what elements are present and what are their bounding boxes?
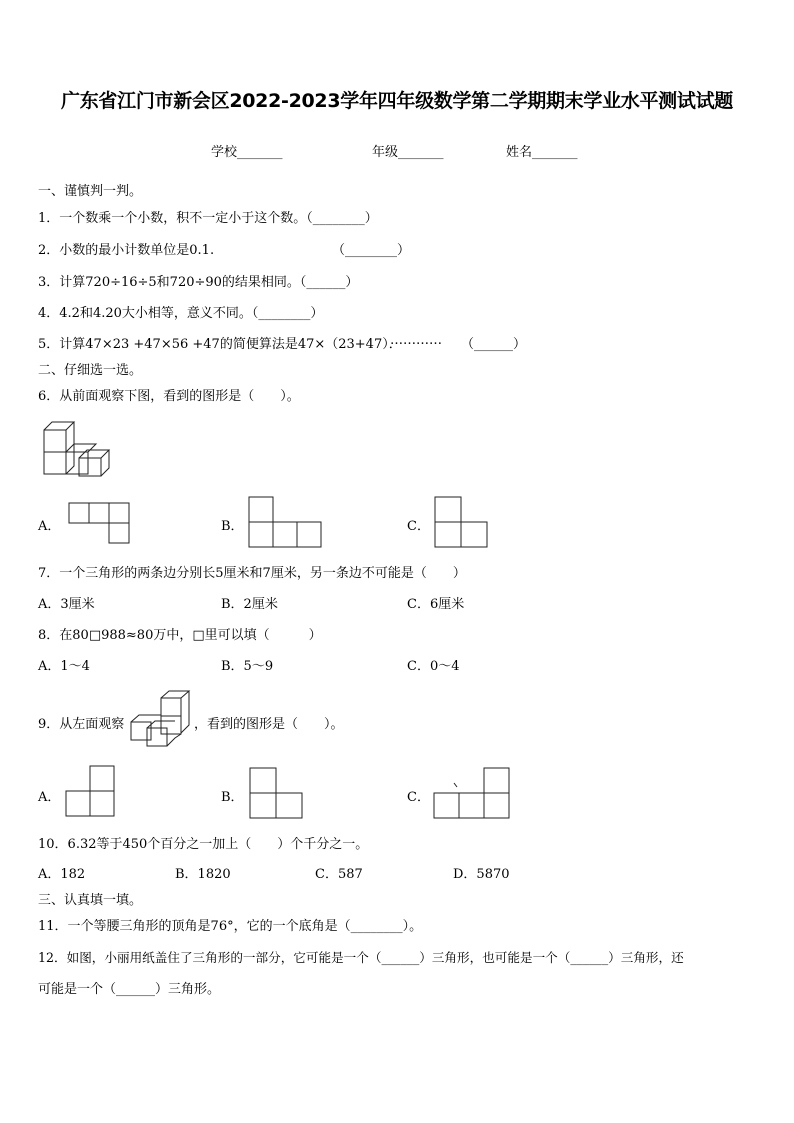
q9-option-a: A． bbox=[38, 790, 61, 805]
q10-option-b: B．1820 bbox=[175, 867, 231, 882]
question-9-cube-figure bbox=[131, 690, 193, 750]
name-field: 姓名_______ bbox=[506, 145, 578, 160]
q6-option-b-figure bbox=[249, 497, 324, 549]
question-12-line-2: 可能是一个（______）三角形。 bbox=[38, 982, 221, 997]
question-6: 6．从前面观察下图，看到的图形是（ ）。 bbox=[38, 389, 300, 404]
q10-option-c: C．587 bbox=[315, 867, 363, 882]
q6-option-a: A． bbox=[38, 519, 61, 534]
q8-option-c: C．0～4 bbox=[407, 659, 460, 674]
q7-option-c: C．6厘米 bbox=[407, 597, 465, 612]
question-12-line-1: 12．如图，小丽用纸盖住了三角形的一部分，它可能是一个（______）三角形，也可能是一个（______）三角形，还 bbox=[38, 950, 684, 965]
question-2: 2．小数的最小计数单位是0.1. bbox=[38, 243, 215, 258]
q7-option-a: A．3厘米 bbox=[38, 597, 95, 612]
q9-option-c-figure bbox=[434, 768, 514, 820]
section-2-heading: 二、仔细选一选。 bbox=[38, 363, 143, 378]
page-title: 广东省江门市新会区2022-2023学年四年级数学第二学期期末学业水平测试试题 bbox=[61, 90, 733, 112]
question-11: 11．一个等腰三角形的顶角是76°，它的一个底角是（________）。 bbox=[38, 919, 423, 934]
q6-option-b: B． bbox=[221, 519, 244, 534]
question-3: 3．计算720÷16÷5和720÷90的结果相同。（______） bbox=[38, 275, 359, 290]
q9-option-a-figure bbox=[66, 766, 118, 818]
question-2-blank: （________） bbox=[332, 243, 411, 258]
question-8: 8．在80□988≈80万中，□里可以填（ ） bbox=[38, 628, 322, 643]
q8-option-a: A．1～4 bbox=[38, 659, 90, 674]
question-7: 7．一个三角形的两条边分别长5厘米和7厘米，另一条边不可能是（ ） bbox=[38, 566, 466, 581]
grade-field: 年级_______ bbox=[372, 145, 444, 160]
q9-option-b: B． bbox=[221, 790, 244, 805]
question-4: 4．4.2和4.20大小相等，意义不同。（________） bbox=[38, 306, 324, 321]
question-5: 5．计算47×23 +47×56 +47的简便算法是47×（23+47）． bbox=[38, 337, 402, 352]
q8-option-b: B．5～9 bbox=[221, 659, 274, 674]
q7-option-b: B．2厘米 bbox=[221, 597, 278, 612]
question-10: 10．6.32等于450个百分之一加上（ ）个千分之一。 bbox=[38, 837, 369, 852]
q6-option-c-figure bbox=[435, 497, 490, 549]
q9-option-b-figure bbox=[250, 768, 305, 820]
question-5-dots: ………… bbox=[390, 333, 442, 348]
school-field: 学校_______ bbox=[211, 145, 283, 160]
question-9-part-a: 9．从左面观察 bbox=[38, 717, 125, 732]
q6-option-c: C． bbox=[407, 519, 430, 534]
section-3-heading: 三、认真填一填。 bbox=[38, 893, 143, 908]
question-9-part-b: ，看到的图形是（ ）。 bbox=[194, 717, 344, 732]
q10-option-d: D．5870 bbox=[453, 867, 510, 882]
question-6-cube-figure bbox=[44, 420, 119, 480]
section-1-heading: 一、谨慎判一判。 bbox=[38, 184, 143, 199]
q10-option-a: A．182 bbox=[38, 867, 86, 882]
question-1: 1．一个数乘一个小数，积不一定小于这个数。（________） bbox=[38, 211, 378, 226]
q6-option-a-figure bbox=[69, 503, 131, 545]
q9-option-c: C． bbox=[407, 790, 430, 805]
question-5-blank: （______） bbox=[461, 337, 527, 352]
